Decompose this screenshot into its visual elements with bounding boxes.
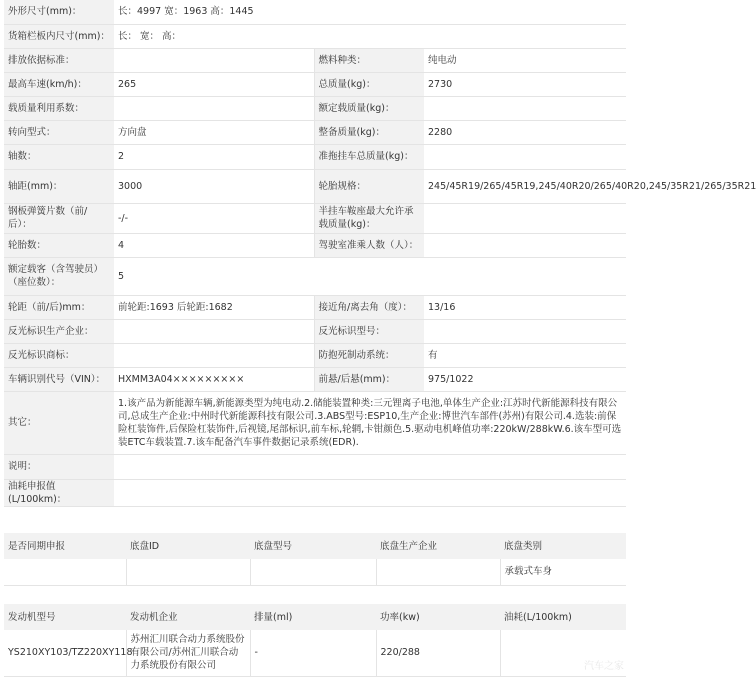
field-label: 轮胎规格： xyxy=(314,169,424,203)
field-value: 2730 xyxy=(424,72,626,96)
field-value xyxy=(424,96,626,120)
vehicle-parameter-table xyxy=(4,0,756,507)
field-label: 准拖挂车总质量(kg)： xyxy=(314,144,424,169)
engine-header: 发动机企业 xyxy=(126,604,250,630)
field-label: 反光标识生产企业： xyxy=(4,319,114,343)
parameter-row xyxy=(4,72,626,96)
field-value: -/- xyxy=(114,203,314,233)
field-value: HXMM3A04××××××××× xyxy=(114,367,314,391)
field-label: 前悬/后悬(mm)： xyxy=(314,367,424,391)
parameter-row xyxy=(4,120,626,144)
field-label: 车辆识别代号（VIN）： xyxy=(4,367,114,391)
field-label: 轮胎数： xyxy=(4,233,114,257)
field-value: 长： 宽： 高： xyxy=(114,24,626,48)
engine-cell: 苏州汇川联合动力系统股份有限公司/苏州汇川联合动力系统股份有限公司 xyxy=(126,630,250,676)
field-label: 最高车速(km/h)： xyxy=(4,72,114,96)
field-value: 2 xyxy=(114,144,314,169)
parameter-row xyxy=(4,0,626,24)
parameter-row xyxy=(4,454,626,479)
field-label: 反光标识商标： xyxy=(4,343,114,367)
field-value: 13/16 xyxy=(424,295,626,319)
field-value xyxy=(114,479,626,506)
field-label: 轴数： xyxy=(4,144,114,169)
chassis-cell xyxy=(126,559,250,585)
chassis-cell xyxy=(250,559,376,585)
chassis-header: 底盘ID xyxy=(126,533,250,559)
field-label: 排放依据标准： xyxy=(4,48,114,72)
field-label: 总质量(kg)： xyxy=(314,72,424,96)
field-label: 燃料种类： xyxy=(314,48,424,72)
field-value xyxy=(424,144,626,169)
field-value: 前轮距:1693 后轮距:1682 xyxy=(114,295,314,319)
chassis-header: 是否同期申报 xyxy=(4,533,126,559)
field-value xyxy=(114,48,314,72)
field-label: 转向型式： xyxy=(4,120,114,144)
field-value: 2280 xyxy=(424,120,626,144)
parameter-row xyxy=(4,343,626,367)
chassis-header: 底盘型号 xyxy=(250,533,376,559)
field-label: 外形尺寸(mm)： xyxy=(4,0,114,24)
engine-table xyxy=(4,604,626,677)
watermark: 汽车之家 xyxy=(584,661,624,672)
field-label: 防抱死制动系统： xyxy=(314,343,424,367)
engine-cell: - xyxy=(250,630,376,676)
field-value: 5 xyxy=(114,257,626,295)
field-label: 货箱栏板内尺寸(mm)： xyxy=(4,24,114,48)
parameter-row xyxy=(4,257,626,295)
field-label: 载质量利用系数： xyxy=(4,96,114,120)
field-value: 975/1022 xyxy=(424,367,626,391)
engine-header: 油耗(L/100km) xyxy=(500,604,626,630)
field-value: 长：4997 宽：1963 高：1445 xyxy=(114,0,626,24)
field-value xyxy=(424,233,626,257)
field-value: 245/45R19/265/45R19,245/40R20/265/40R20,245/35R21/265/35R21 xyxy=(424,169,626,203)
field-label: 驾驶室准乘人数（人）： xyxy=(314,233,424,257)
field-value: 265 xyxy=(114,72,314,96)
parameter-row xyxy=(4,169,626,203)
field-value xyxy=(114,454,626,479)
field-value xyxy=(114,319,314,343)
field-value xyxy=(424,319,626,343)
chassis-cell xyxy=(376,559,500,585)
field-label: 轴距(mm)： xyxy=(4,169,114,203)
field-value: 1.该产品为新能源车辆,新能源类型为纯电动.2.储能装置种类:三元锂离子电池,单体生产企业:江苏时代新能源科技有限公司,总成生产企业:中州时代新能源科技有限公司.3.ABS型号:ESP10,生产企业:博世汽车部件(苏州)有限公司.4.选装:前保险杠装饰件,后保险杠装饰件,后视镜,尾部标识,前车标,轮辋,卡钳颜色.5.驱动电机峰值功率:220kW/288kW.6.该车型可选装ETC车载装置.7.该车配备汽车事件数据记录系统(EDR). xyxy=(114,391,626,454)
field-label: 反光标识型号： xyxy=(314,319,424,343)
chassis-cell: 承载式车身 xyxy=(500,559,626,585)
field-value: 方向盘 xyxy=(114,120,314,144)
parameter-row xyxy=(4,367,626,391)
parameter-row xyxy=(4,295,626,319)
field-value: 4 xyxy=(114,233,314,257)
field-value: 3000 xyxy=(114,169,314,203)
parameter-row xyxy=(4,319,626,343)
field-label: 额定载客（含驾驶员）（座位数）： xyxy=(4,257,114,295)
field-label: 钢板弹簧片数（前/后）： xyxy=(4,203,114,233)
engine-cell: 220/288 xyxy=(376,630,500,676)
chassis-cell xyxy=(4,559,126,585)
field-value: 有 xyxy=(424,343,626,367)
parameter-row xyxy=(4,24,626,48)
engine-cell: YS210XY103/TZ220XY118 xyxy=(4,630,126,676)
field-value xyxy=(114,96,314,120)
parameter-row xyxy=(4,233,626,257)
field-label: 额定载质量(kg)： xyxy=(314,96,424,120)
field-label: 其它： xyxy=(4,391,114,454)
parameter-row xyxy=(4,203,626,233)
field-label: 轮距（前/后)mm： xyxy=(4,295,114,319)
field-value xyxy=(114,343,314,367)
field-value xyxy=(424,203,626,233)
engine-header: 功率(kw) xyxy=(376,604,500,630)
field-label: 半挂车鞍座最大允许承载质量(kg)： xyxy=(314,203,424,233)
parameter-row xyxy=(4,479,626,506)
field-value: 纯电动 xyxy=(424,48,626,72)
field-label: 接近角/离去角（度）： xyxy=(314,295,424,319)
parameter-row xyxy=(4,144,626,169)
parameter-row xyxy=(4,96,626,120)
parameter-row xyxy=(4,391,626,454)
field-label: 整备质量(kg)： xyxy=(314,120,424,144)
chassis-table xyxy=(4,533,626,586)
field-label: 油耗申报值(L/100km)： xyxy=(4,479,114,506)
chassis-header: 底盘类别 xyxy=(500,533,626,559)
parameter-row xyxy=(4,48,626,72)
field-label: 说明： xyxy=(4,454,114,479)
engine-header: 排量(ml) xyxy=(250,604,376,630)
chassis-header: 底盘生产企业 xyxy=(376,533,500,559)
engine-header: 发动机型号 xyxy=(4,604,126,630)
